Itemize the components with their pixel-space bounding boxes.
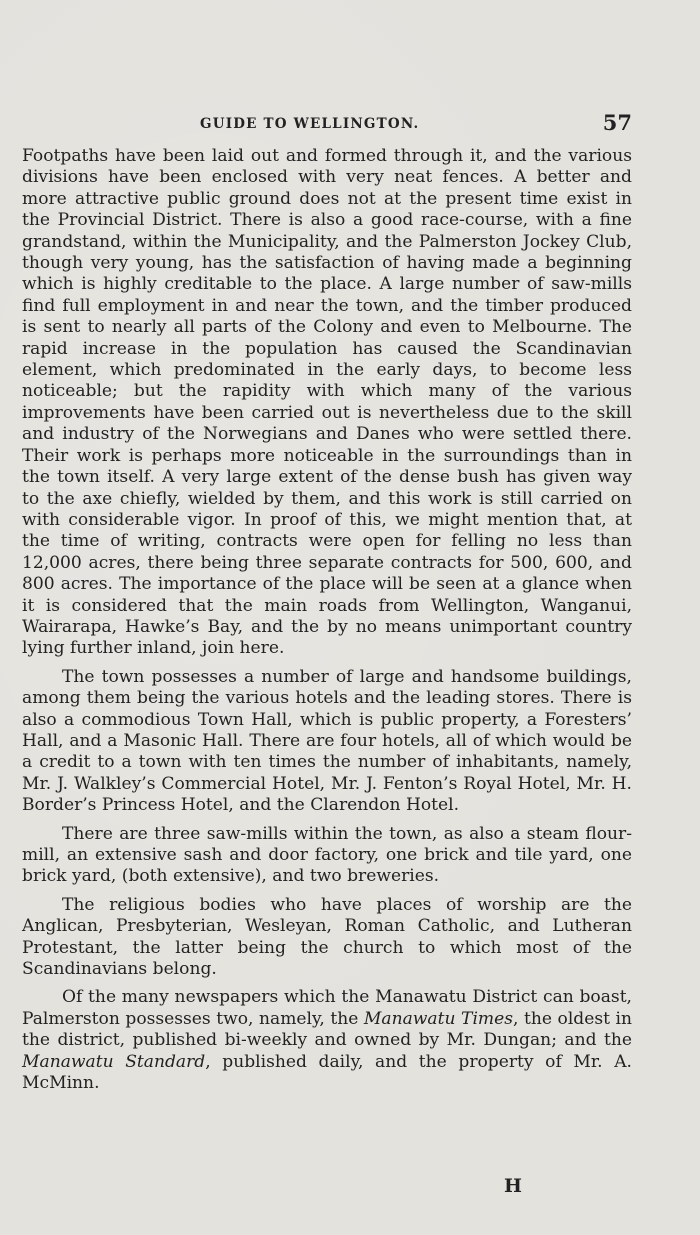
newspapers-text-3: , published daily, and the property of Mr. A. McMinn. [22,1051,632,1094]
paragraph-buildings: The town possesses a number of large and handsome buildings, among them being the various hotels and the leading stores. There is also a commodious Town Hall, which is public property, a Foresters’ Hall, and a Masonic Hall. There are four hotels, all of which would be a credit to a town with ten times the number of inhabitants, namely, Mr. J. Walkley’s Commercial Hotel, Mr. J. Fenton’s Royal Hotel, Mr. H. Border’s Princess Hotel, and the Clarendon Hotel. [22,666,632,816]
paragraph-newspapers [22,987,632,1094]
newspaper-title-times: Manawatu Times [363,1008,514,1029]
newspapers-text-2: , the oldest in the district, published bi-weekly and owned by Mr. Dungan; and the [22,1008,633,1051]
running-head [22,108,632,142]
running-title: GUIDE TO WELLINGTON. [200,116,420,132]
paragraph-industries: There are three saw-mills within the town, as also a steam flour-mill, an extensive sash and door factory, one brick and tile yard, one brick yard, (both extensive), and two breweries. [22,823,632,887]
signature-mark: H [504,1175,522,1197]
page-number: 57 [602,110,632,135]
paragraph-parks-and-industry: Footpaths have been laid out and formed through it, and the various divisions have been enclosed with very neat fences. A better and more attractive public ground does not at the present time exist in the Provincial District. There is also a good race-course, with a fine grandstand, within the Municipality, and the Palmerston Jockey Club, though very young, has the satisfaction of having made a beginning which is highly creditable to the place. A large number of saw-mills find full employment in and near the town, and the timber produced is sent to nearly all parts of the Colony and even to Melbourne. The rapid increase in the population has caused the Scandinavian element, which predominated in the early days, to become less noticeable; but the rapidity with which many of the various improvements have been carried out is nevertheless due to the skill and industry of the Norwegians and Danes who were settled there. Their work is perhaps more noticeable in the surroundings than in the town itself. A very large extent of the dense bush has given way to the axe chiefly, wielded by them, and this work is still carried on with considerable vigor. In proof of this, we might mention that, at the time of writing, contracts were open for felling no less than 12,000 acres, there being three separate contracts for 500, 600, and 800 acres. The importance of the place will be seen at a glance when it is considered that the main roads from Wellington, Wanganui, Wairarapa, Hawke’s Bay, and the by no means unimportant country lying further inland, join here. [22,146,632,659]
newspapers-text-1: Of the many newspapers which the Manawatu District can boast, Palmerston possesses two, namely, the [22,987,632,1029]
paragraph-religious-bodies: The religious bodies who have places of worship are the Anglican, Presbyterian, Wesleyan, Roman Catholic, and Lutheran Protestant, the latter being the church to which most of the Scandinavians belong. [22,894,632,980]
newspaper-title-standard: Manawatu Standard [22,1051,206,1072]
body-text [22,146,632,1094]
